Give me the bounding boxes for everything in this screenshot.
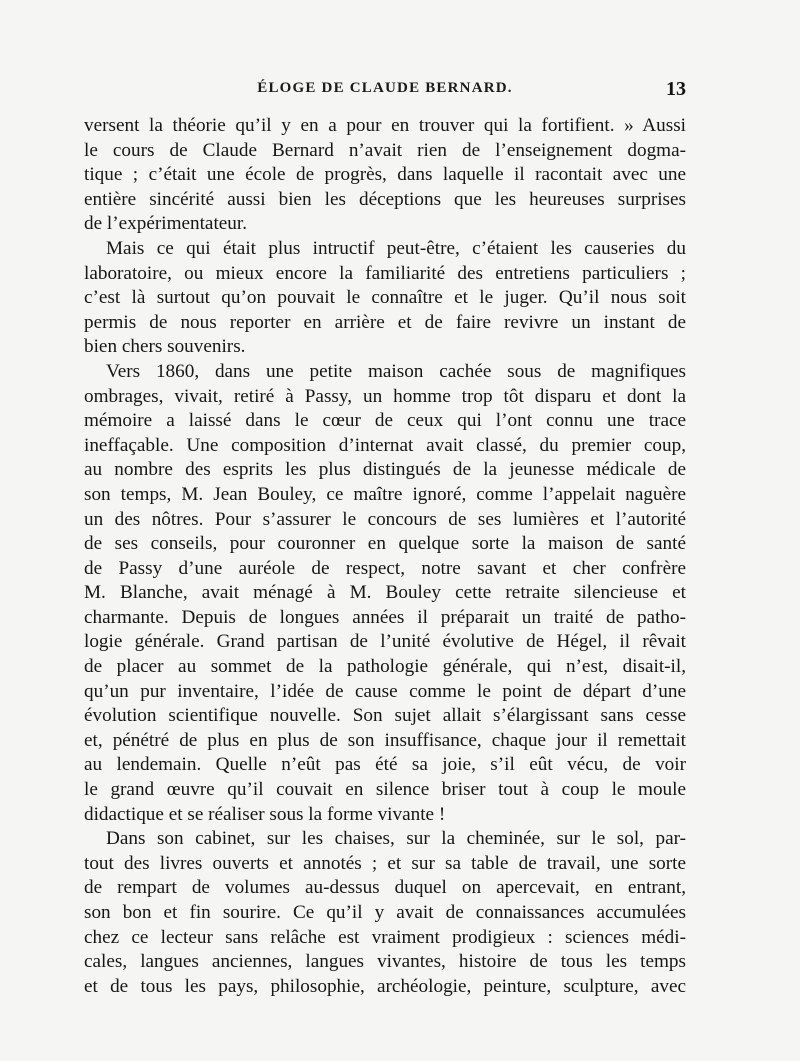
text-line: ombrages, vivait, retiré à Passy, un homme trop tôt disparu et dont la bbox=[84, 385, 686, 407]
text-line: tique ; c’était une école de progrès, dans laquelle il racontait avec une bbox=[84, 164, 686, 186]
text-line: un des nôtres. Pour s’assurer le concours de ses lumières et l’autorité bbox=[84, 508, 686, 530]
text-line: tout des livres ouverts et annotés ; et sur sa table de travail, une sorte bbox=[84, 852, 686, 874]
text-line: c’est là surtout qu’on pouvait le connaître et le juger. Qu’il nous soit bbox=[84, 287, 686, 309]
text-line: son temps, M. Jean Bouley, ce maître ignoré, comme l’appelait naguère bbox=[84, 483, 686, 505]
text-line: évolution scientifique nouvelle. Son sujet allait s’élargissant sans cesse bbox=[84, 705, 686, 727]
text-line: de Passy d’une auréole de respect, notre savant et cher confrère bbox=[84, 557, 686, 579]
text-line: charmante. Depuis de longues années il préparait un traité de patho- bbox=[84, 606, 686, 628]
text-line: de ses conseils, pour couronner en quelque sorte la maison de santé bbox=[84, 533, 686, 555]
text-line: et de tous les pays, philosophie, archéologie, peinture, sculpture, avec bbox=[84, 975, 686, 997]
text-line: de rempart de volumes au-dessus duquel on apercevait, en entrant, bbox=[84, 877, 686, 899]
text-line: de placer au sommet de la pathologie générale, qui n’est, disait-il, bbox=[84, 656, 686, 678]
text-line: Vers 1860, dans une petite maison cachée sous de magnifiques bbox=[106, 360, 686, 382]
text-line: de l’expérimentateur. bbox=[84, 213, 248, 235]
text-line: le grand œuvre qu’il couvait en silence briser tout à coup le moule bbox=[84, 779, 686, 801]
page-number: 13 bbox=[666, 78, 686, 100]
text-line: permis de nous reporter en arrière et de faire revivre un instant de bbox=[84, 311, 686, 333]
text-line: didactique et se réaliser sous la forme vivante ! bbox=[84, 803, 446, 825]
body-text bbox=[84, 114, 686, 999]
text-line: Dans son cabinet, sur les chaises, sur la cheminée, sur le sol, par- bbox=[106, 828, 686, 850]
text-line: mémoire a laissé dans le cœur de ceux qui l’ont connu une trace bbox=[84, 410, 686, 432]
text-line: son bon et fin sourire. Ce qu’il y avait de connaissances accumulées bbox=[84, 902, 686, 923]
text-line: au nombre des esprits les plus distingués de la jeunesse médicale de bbox=[84, 459, 686, 481]
text-line: logie générale. Grand partisan de l’unité évolutive de Hégel, il rêvait bbox=[84, 631, 686, 653]
running-title: ÉLOGE DE CLAUDE BERNARD. bbox=[257, 80, 513, 96]
text-line: au lendemain. Quelle n’eût pas été sa joie, s’il eût vécu, de voir bbox=[84, 754, 686, 776]
text-line: et, pénétré de plus en plus de son insuffisance, chaque jour il remettait bbox=[84, 729, 686, 751]
text-line: M. Blanche, avait ménagé à M. Bouley cette retraite silencieuse et bbox=[84, 582, 686, 604]
text-line: Mais ce qui était plus intructif peut-être, c’étaient les causeries du bbox=[106, 237, 686, 259]
text-line: versent la théorie qu’il y en a pour en trouver qui la fortifient. » Aussi bbox=[84, 115, 686, 136]
text-line: le cours de Claude Bernard n’avait rien de l’enseignement dogma- bbox=[84, 139, 686, 161]
text-line: entière sincérité aussi bien les déceptions que les heureuses surprises bbox=[84, 188, 686, 210]
text-line: bien chers souvenirs. bbox=[84, 336, 246, 358]
text-line: chez ce lecteur sans relâche est vraiment prodigieux : sciences médi- bbox=[84, 926, 686, 948]
text-line: ineffaçable. Une composition d’internat avait classé, du premier coup, bbox=[84, 434, 686, 456]
page-header bbox=[84, 80, 686, 102]
text-line: laboratoire, ou mieux encore la familiarité des entretiens particuliers ; bbox=[84, 262, 686, 284]
text-line: qu’un pur inventaire, l’idée de cause comme le point de départ d’une bbox=[84, 680, 686, 702]
text-line: cales, langues anciennes, langues vivantes, histoire de tous les temps bbox=[84, 951, 686, 973]
